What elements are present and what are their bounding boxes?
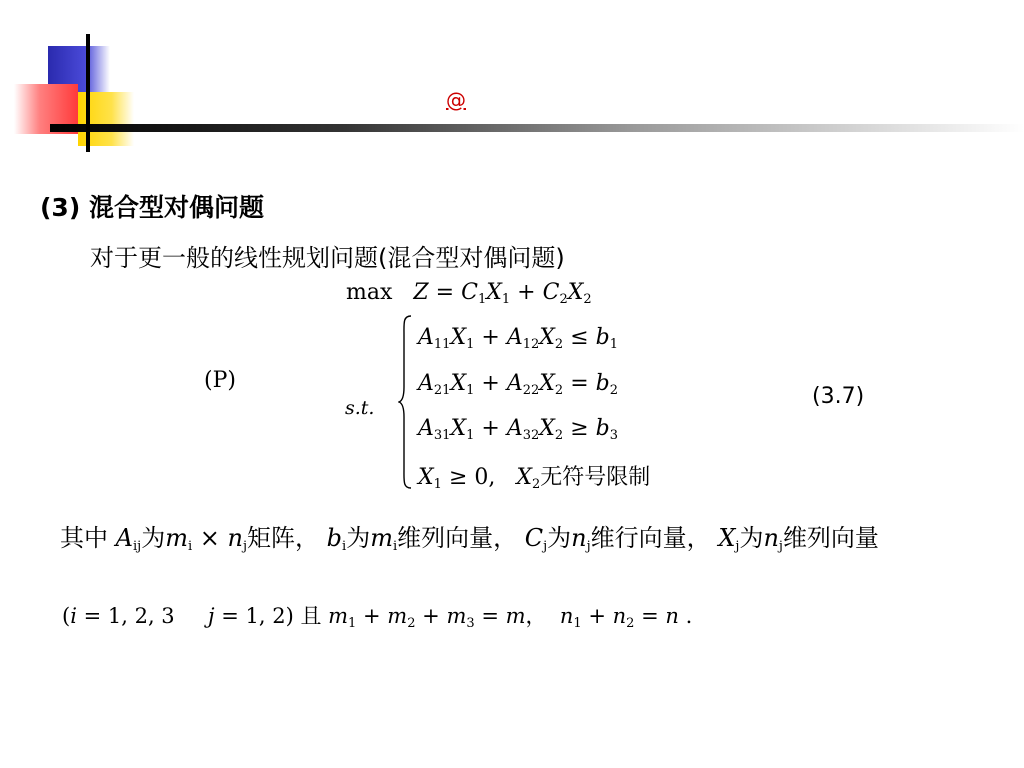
where-matrix: 矩阵， — [247, 524, 319, 552]
where-is-2: 为 — [346, 524, 371, 552]
intro-text: 对于更一般的线性规划问题(混合型对偶问题) — [90, 244, 565, 272]
where-is-3: 为 — [547, 524, 572, 552]
definition-line: 其中 $A_{ij}$为$m_i \times n_j$矩阵， $b_i$为$m_i$维列向量， $C_j$为$n_j$维行向量， $X_j$为$n_j$维列向量 — [60, 524, 879, 554]
constraint-brace — [398, 315, 412, 489]
at-link[interactable]: @ — [446, 88, 466, 112]
where-lead: 其中 — [60, 524, 108, 552]
header-rule — [50, 124, 1024, 132]
where-row-vec: 维行向量， — [590, 524, 711, 552]
where-col-vec-2: 维列向量 — [782, 524, 879, 552]
where-col-vec-1: 维列向量， — [397, 524, 518, 552]
where-is-4: 为 — [739, 524, 764, 552]
where-is-1: 为 — [141, 524, 166, 552]
equation-number: (3.7) — [812, 384, 865, 409]
and-word: 且 — [300, 604, 322, 628]
constraint-2: $A_{21}X_1 + A_{22}X_2 = b_2$ — [418, 371, 618, 398]
objective-function: $\max Z = C_1X_1 + C_2X_2$ — [346, 280, 592, 307]
primal-label: (P) — [204, 368, 236, 393]
header-vertical-rule — [86, 34, 90, 152]
constraint-3: $A_{31}X_1 + A_{32}X_2 \ge b_3$ — [418, 416, 618, 443]
index-condition-line: (i = 1, 2, 3 j = 1, 2) 且 $m_1 + m_2 + m_3 = m$， $n_1 + n_2 = n$ . — [62, 604, 693, 631]
constraint-4: $X_1 \ge 0$, $X_2$无符号限制 — [418, 465, 651, 492]
section-heading: (3) 混合型对偶问题 — [40, 193, 264, 222]
constraint-1: $A_{11}X_1 + A_{12}X_2 \le b_1$ — [418, 325, 618, 352]
constraint-4-text: 无符号限制 — [540, 465, 651, 490]
subject-to-label: s.t. — [345, 397, 375, 419]
